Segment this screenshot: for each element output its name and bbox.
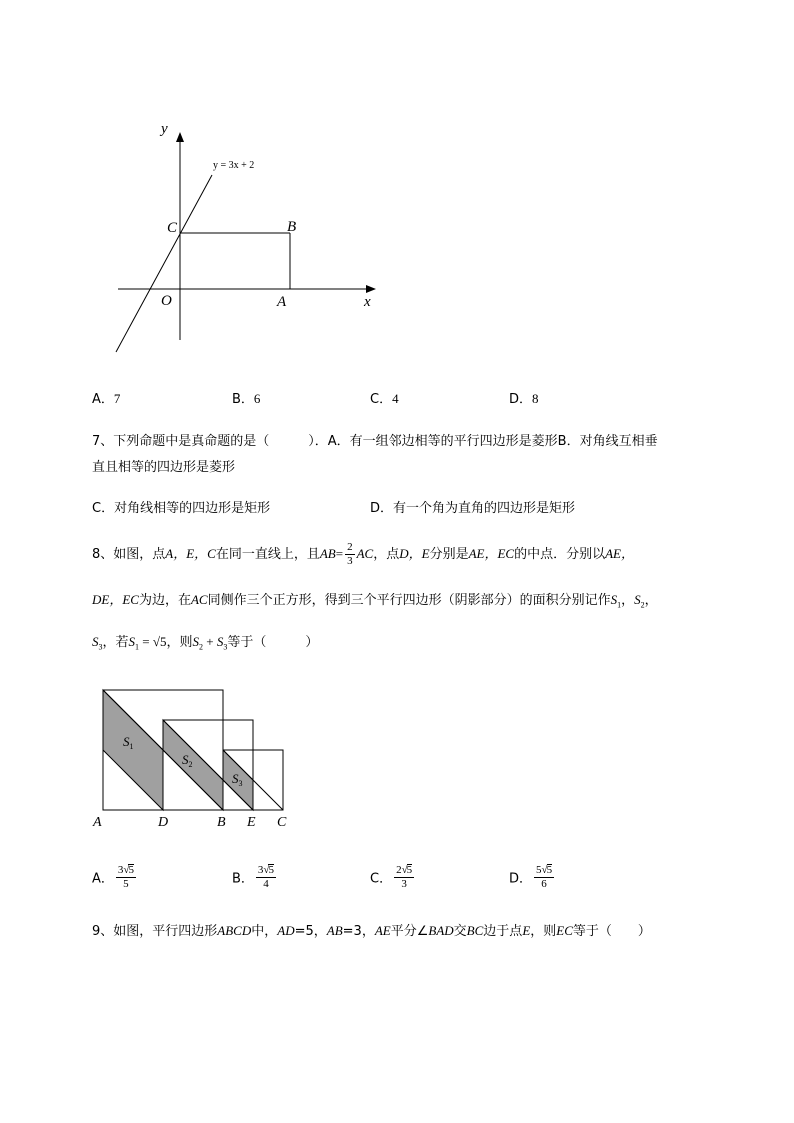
q7-choice-c[interactable]: C．对角线相等的四边形是矩形 xyxy=(92,501,271,516)
function-line xyxy=(116,175,212,352)
q8-choice-b[interactable]: B． $\frac{3√5}{4}$ xyxy=(232,864,274,890)
label-s2: $S_2$ xyxy=(182,752,193,769)
label-a2: A xyxy=(93,815,102,830)
q8-line1: 8、如图，点A，E，C在同一直线上，且AB= $\frac{2}{3}$ AC，点D，E分别是AE，EC的中点．分别以AE， xyxy=(92,541,634,567)
q9-line: 9、如图，平行四边形ABCD中，AD=5，AB=3，AE平分∠BAD交BC边于点E，则EC等于（ ） xyxy=(92,923,651,939)
label-e2: E xyxy=(247,815,256,830)
choice-d-fraction: $\frac{5√5}{6}$ xyxy=(536,864,553,890)
label-c2: C xyxy=(277,815,287,830)
diagonal-2 xyxy=(163,720,253,810)
q6-choice-d[interactable]: D．8 xyxy=(509,391,539,407)
label-s1: $S_1$ xyxy=(123,734,134,751)
label-c: C xyxy=(167,220,178,236)
choice-a-fraction: $\frac{3√5}{5}$ xyxy=(117,864,134,890)
label-a: A xyxy=(277,294,287,310)
fraction-two-thirds: $\frac{2}{3}$ xyxy=(347,541,353,567)
q6-choice-b[interactable]: B．6 xyxy=(232,391,261,407)
q8-choice-a[interactable]: A． $\frac{3√5}{5}$ xyxy=(92,864,134,890)
label-y: y xyxy=(161,121,168,137)
label-b2: B xyxy=(217,815,226,830)
label-s3: $S_3$ xyxy=(232,771,243,788)
squares-figure xyxy=(90,682,300,832)
q7-choice-d[interactable]: D．有一个角为直角的四边形是矩形 xyxy=(370,501,576,516)
choice-c-fraction: $\frac{2√5}{3}$ xyxy=(396,864,413,890)
parallelogram-s2 xyxy=(163,720,223,810)
q8-choice-d[interactable]: D． $\frac{5√5}{6}$ xyxy=(509,864,553,890)
q7-line2: 直且相等的四边形是菱形 xyxy=(92,460,236,475)
q8-line2: DE，EC为边，在AC同侧作三个正方形，得到三个平行四边形（阴影部分）的面积分别记作$S_1$，$S_2$， xyxy=(92,592,658,610)
label-d2: D xyxy=(158,815,169,830)
label-x: x xyxy=(364,294,371,310)
q7-line1: 7、下列命题中是真命题的是（ ）．A．有一组邻边相等的平行四边形是菱形B．对角线互相垂 xyxy=(92,434,658,449)
q6-choice-a[interactable]: A．7 xyxy=(92,391,121,407)
y-axis-arrow-icon xyxy=(176,132,184,142)
equation-label: y = 3x + 2 xyxy=(213,160,255,171)
label-b: B xyxy=(287,219,297,235)
q8-line3: $S_3$，若$S_1 = √5$，则$S_2 + S_3$等于（ ） xyxy=(92,634,319,652)
label-o: O xyxy=(161,293,172,309)
q6-choice-c[interactable]: C．4 xyxy=(370,391,399,407)
x-axis-arrow-icon xyxy=(366,285,376,293)
q8-choice-c[interactable]: C． $\frac{2√5}{3}$ xyxy=(370,864,413,890)
choice-b-fraction: $\frac{3√5}{4}$ xyxy=(257,864,274,890)
coordinate-figure xyxy=(100,110,390,360)
